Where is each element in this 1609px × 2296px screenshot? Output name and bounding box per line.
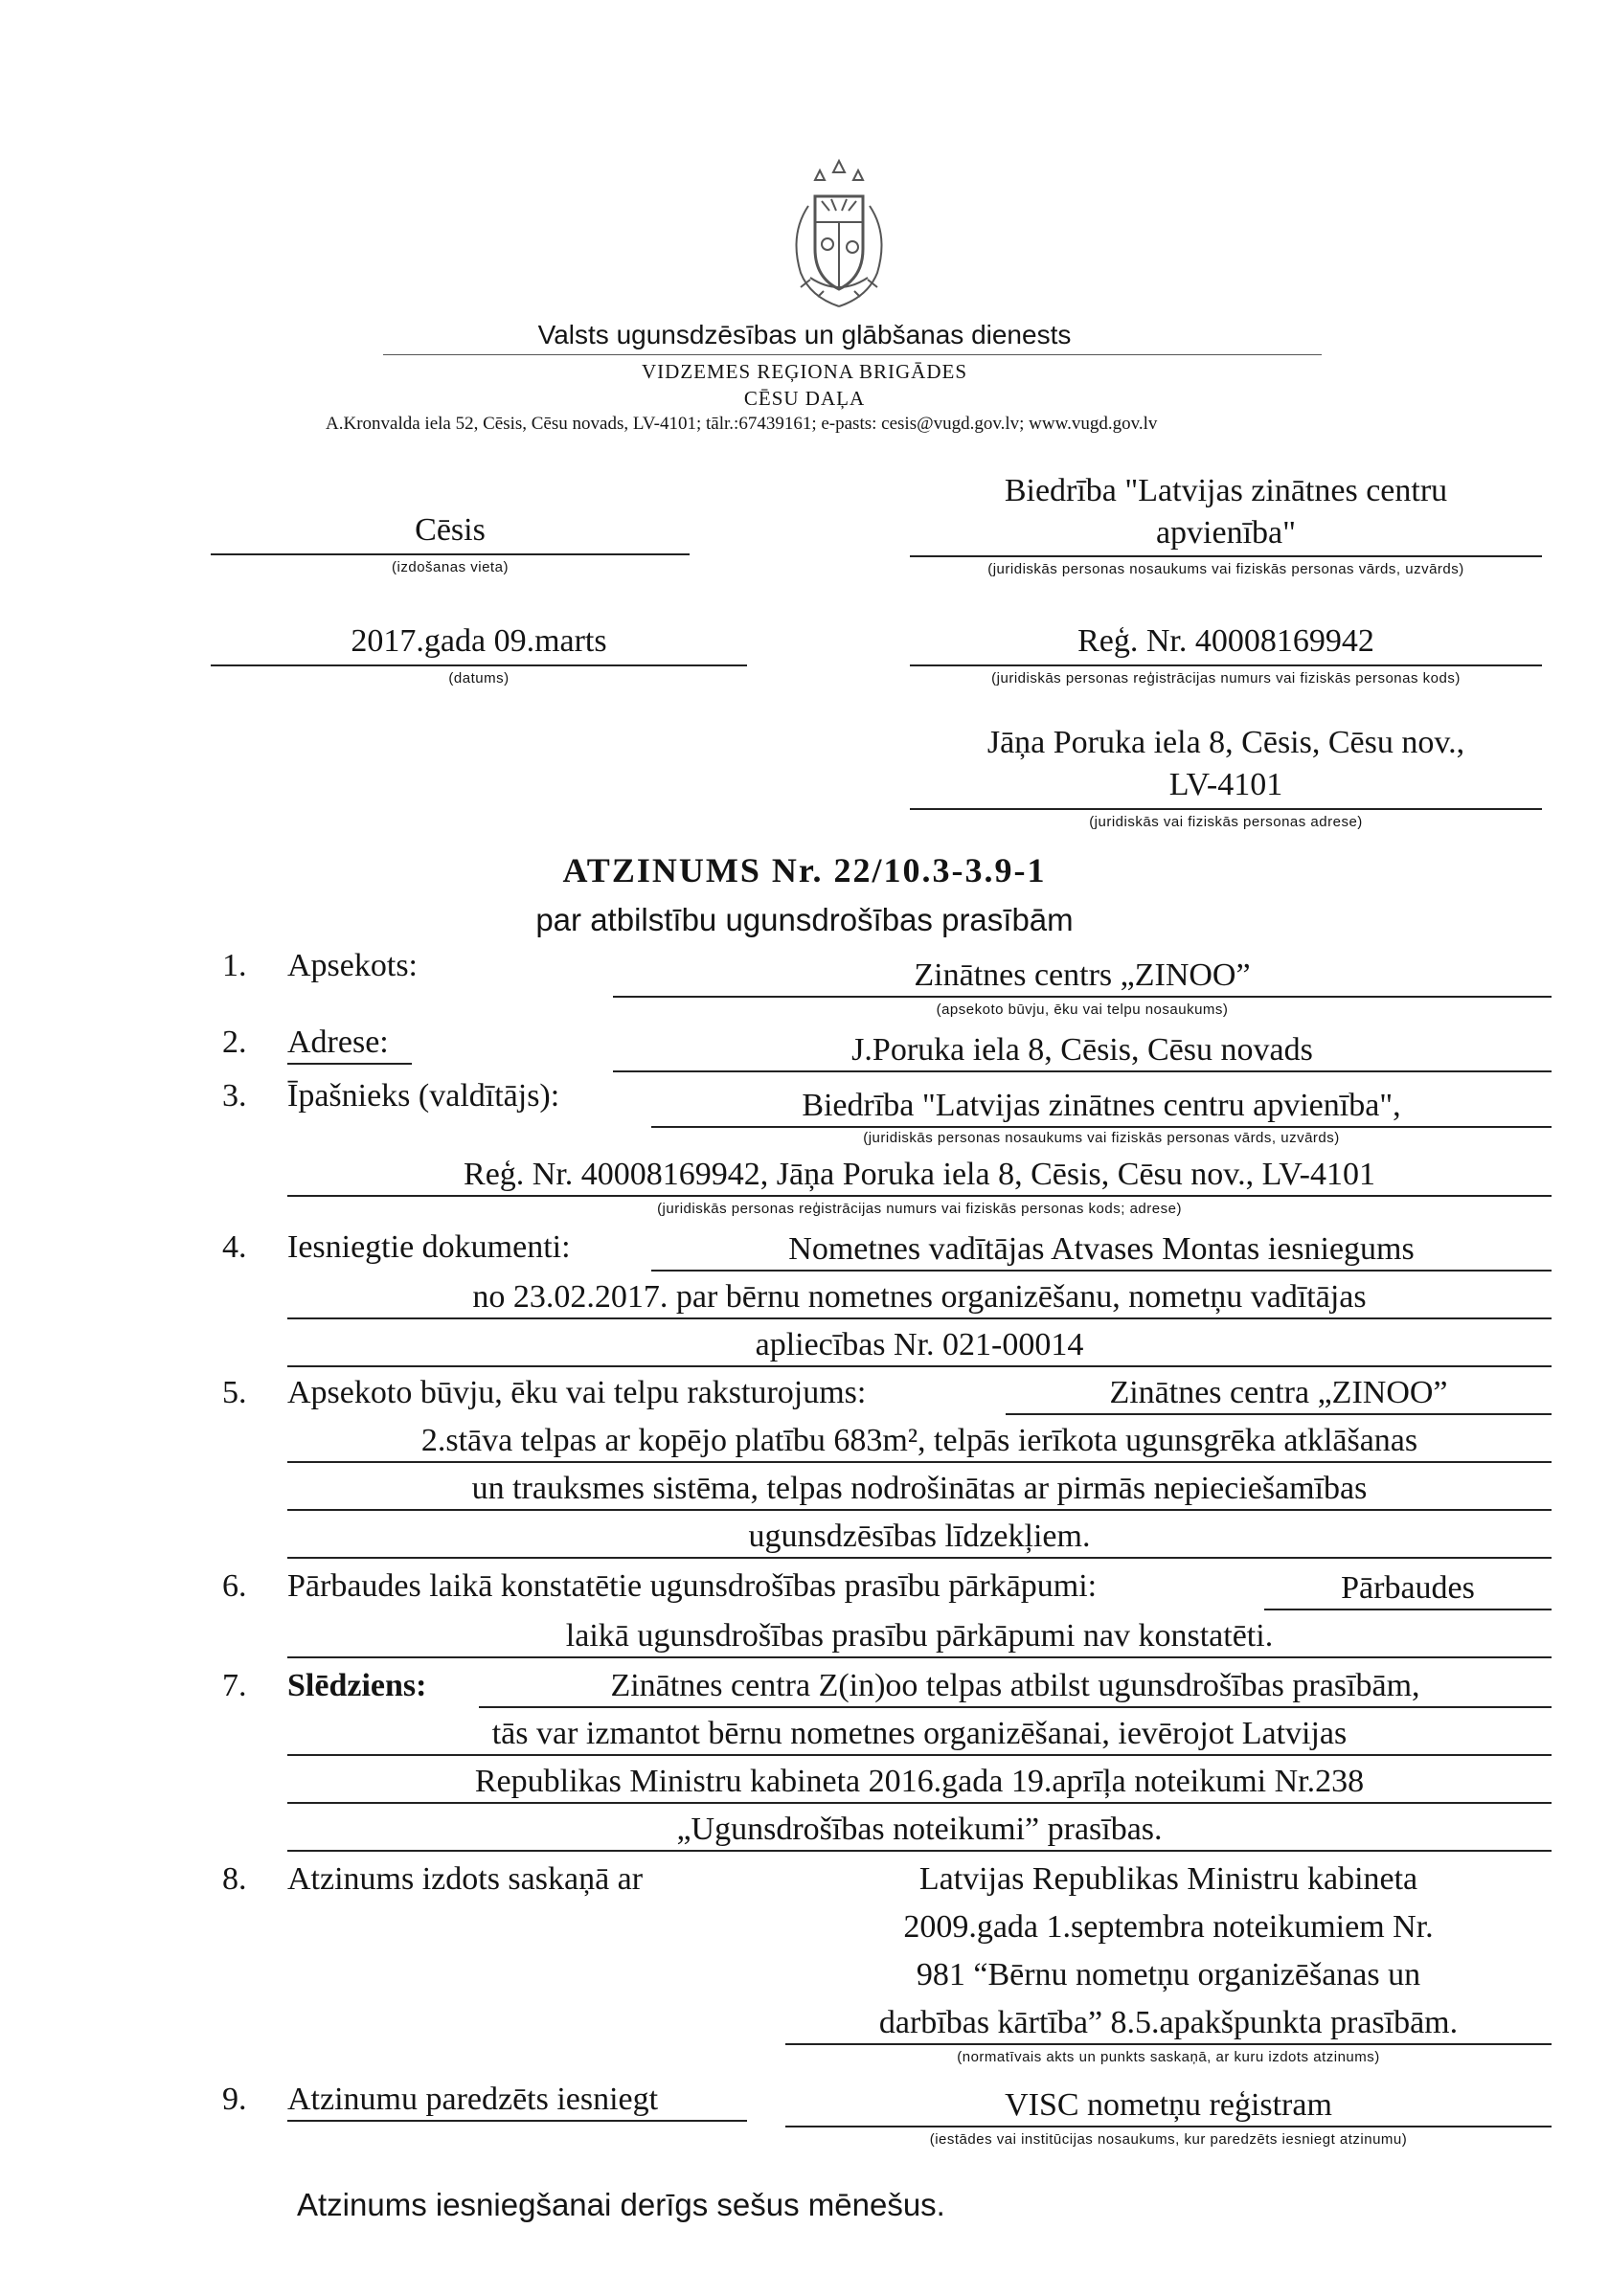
item-7-value: Zinātnes centra Z(in)oo telpas atbilst ugunsdrošības prasībām, [610,1668,1420,1703]
validity-note: Atzinums iesniegšanai derīgs sešus mēnešus. [297,2187,945,2222]
item-5-line3: un trauksmes sistēma, telpas nodrošinātas ar pirmās nepieciešamības [471,1471,1368,1506]
date: 2017.gada 09.marts [351,623,607,659]
item-5-value: Zinātnes centra „ZINOO” [1109,1375,1448,1410]
item-4-label: Iesniegtie dokumenti: [287,1229,571,1265]
item-8-value: Latvijas Republikas Ministru kabineta [918,1861,1418,1897]
item-7-label: Slēdziens: [287,1668,427,1703]
item-number: 6. [222,1568,247,1604]
item-number: 9. [222,2082,247,2117]
item-1-label: Apsekots: [287,948,418,983]
item-8-line3: 981 “Bērnu nometņu organizēšanas un [916,1957,1421,1992]
item-3-line2: Reģ. Nr. 40008169942, Jāņa Poruka iela 8, Cēsis, Cēsu nov., LV-4101 [464,1157,1375,1192]
coat-of-arms [772,153,906,316]
item-3-caption-2: (juridiskās personas reģistrācijas numurs vai fiziskās personas kods; adrese) [657,1201,1182,1217]
item-5-line4: ugunsdzēsības līdzekļiem. [748,1519,1091,1554]
item-7-line2: tās var izmantot bērnu nometnes organizēšanai, ievērojot Latvijas [491,1716,1348,1751]
document-title: ATZINUMS Nr. 22/10.3-3.9-1 [562,851,1047,889]
item-9-value: VISC nometņu reģistram [1005,2087,1332,2123]
header-org: Valsts ugunsdzēsības un glābšanas dienests [537,320,1072,349]
latvia-coat-of-arms-icon [772,153,906,316]
item-4-line3: apliecības Nr. 021-00014 [755,1327,1084,1362]
recipient-address-caption: (juridiskās vai fiziskās personas adrese) [1089,814,1363,830]
date-caption: (datums) [448,670,510,687]
item-9-label: Atzinumu paredzēts iesniegt [287,2082,659,2117]
item-5-line2: 2.stāva telpas ar kopējo platību 683m², telpās ierīkota ugunsgrēka atklāšanas [420,1423,1418,1458]
place-caption: (izdošanas vieta) [392,559,509,575]
item-7-line4: „Ugunsdrošības noteikumi” prasības. [676,1812,1163,1847]
item-1-caption: (apsekoto būvju, ēku vai telpu nosaukums) [936,1002,1229,1018]
item-number: 5. [222,1375,247,1410]
item-4-line2: no 23.02.2017. par bērnu nometnes organizēšanu, nometņu vadītājas [472,1279,1367,1315]
place: Cēsis [415,512,486,548]
recipient-name-caption: (juridiskās personas nosaukums vai fiziskās personas vārds, uzvārds) [987,561,1464,577]
recipient-reg: Reģ. Nr. 40008169942 [1077,623,1374,659]
document-subtitle: par atbilstību ugunsdrošības prasībām [535,902,1074,937]
item-7-line3: Republikas Ministru kabineta 2016.gada 19.aprīļa noteikumi Nr.238 [474,1764,1365,1799]
item-2-value: J.Poruka iela 8, Cēsis, Cēsu novads [851,1032,1313,1068]
item-5-label: Apsekoto būvju, ēku vai telpu raksturojums: [287,1375,867,1410]
item-8-line2: 2009.gada 1.septembra noteikumiem Nr. [903,1909,1434,1945]
item-number: 3. [222,1078,247,1114]
recipient-reg-caption: (juridiskās personas reģistrācijas numurs vai fiziskās personas kods) [991,670,1461,687]
recipient-name-1: Biedrība "Latvijas zinātnes centru [1004,473,1448,508]
item-number: 8. [222,1861,247,1897]
item-3-label: Īpašnieks (valdītājs): [287,1078,560,1114]
recipient-address-2: LV-4101 [1168,767,1283,802]
item-6-line2: laikā ugunsdrošības prasību pārkāpumi nav konstatēti. [565,1618,1274,1654]
header-brigade: VIDZEMES REĢIONA BRIGĀDES [642,360,967,383]
item-4-value: Nometnes vadītājas Atvases Montas iesniegums [788,1231,1415,1267]
header-contacts: A.Kronvalda iela 52, Cēsis, Cēsu novads, LV-4101; tālr.:67439161; e-pasts: cesis@vugd.gov.lv; www.vugd.gov.lv [326,414,1158,434]
header-rule [383,354,1322,355]
item-8-caption: (normatīvais akts un punkts saskaņā, ar kuru izdots atzinums) [957,2049,1380,2065]
item-number: 7. [222,1668,247,1703]
recipient-address-1: Jāņa Poruka iela 8, Cēsis, Cēsu nov., [986,725,1465,760]
recipient-name-2: apvienība" [1155,515,1297,551]
item-number: 1. [222,948,247,983]
item-1-value: Zinātnes centrs „ZINOO” [914,957,1251,993]
item-number: 4. [222,1229,247,1265]
item-6-label: Pārbaudes laikā konstatētie ugunsdrošības prasību pārkāpumi: [287,1568,1098,1604]
item-3-caption-1: (juridiskās personas nosaukums vai fiziskās personas vārds, uzvārds) [863,1130,1340,1146]
item-3-value: Biedrība "Latvijas zinātnes centru apvienība", [802,1088,1401,1123]
header-department: CĒSU DAĻA [743,387,866,410]
item-8-label: Atzinums izdots saskaņā ar [287,1861,644,1897]
item-number: 2. [222,1024,247,1060]
item-9-caption: (iestādes vai institūcijas nosaukums, kur paredzēts iesniegt atzinumu) [929,2131,1408,2148]
item-6-value: Pārbaudes [1341,1570,1475,1606]
item-2-label: Adrese: [287,1024,389,1060]
item-8-line4: darbības kārtība” 8.5.apakšpunkta prasībām. [878,2005,1459,2040]
